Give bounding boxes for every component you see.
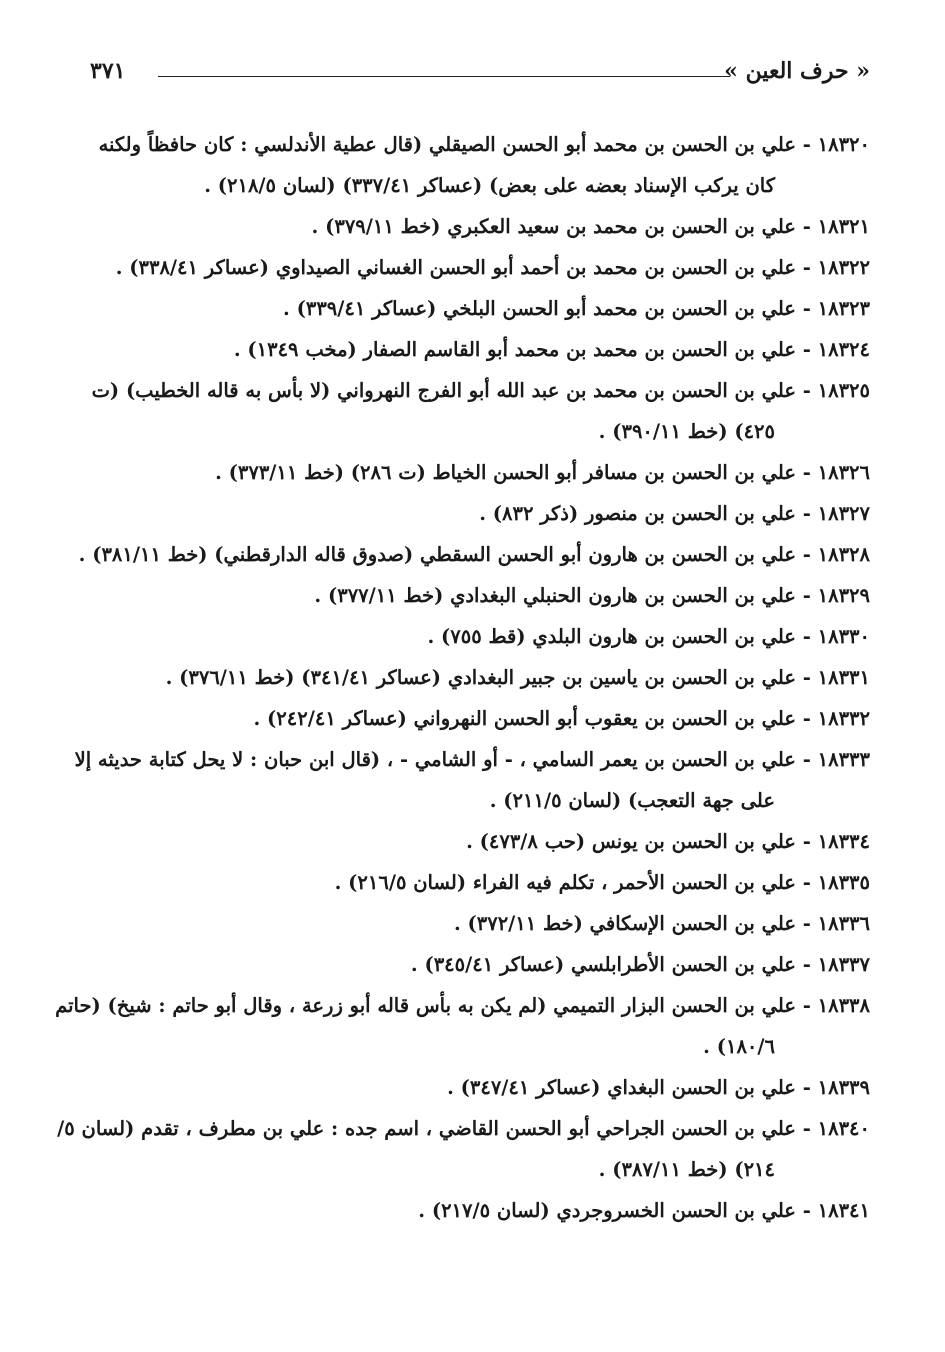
entry-text: ١٨٣٣٠ - علي بن الحسن بن هارون البلدي (قط ٧٥٥) . bbox=[427, 625, 870, 648]
list-item bbox=[57, 1108, 870, 1190]
list-item bbox=[90, 329, 870, 370]
list-item bbox=[90, 1067, 870, 1108]
entry-text: ١٨٣٢١ - علي بن الحسن بن محمد بن سعيد العكبري (خط ٣٧٩/١١) . bbox=[311, 215, 870, 238]
list-item bbox=[90, 903, 870, 944]
page-number: ٣٧١ bbox=[90, 58, 126, 84]
entry-continuation: ١٨٠/٦) . bbox=[703, 1035, 775, 1058]
list-item bbox=[90, 370, 870, 452]
list-item bbox=[90, 1190, 870, 1231]
list-item bbox=[90, 452, 870, 493]
chapter-title: « حرف العين » bbox=[724, 58, 870, 84]
entry-text: ١٨٣٣٥ - علي بن الحسن الأحمر ، تكلم فيه الفراء (لسان ٢١٦/٥) . bbox=[334, 871, 870, 894]
entry-text: ١٨٣٢٥ - علي بن الحسن بن محمد بن عبد الله أبو الفرج النهرواني (لا بأس به قاله الخطيب) (ت bbox=[91, 379, 870, 402]
list-item bbox=[90, 821, 870, 862]
list-item bbox=[90, 698, 870, 739]
entry-text: ١٨٣٢٠ - علي بن الحسن بن محمد أبو الحسن الصيقلي (قال عطية الأندلسي : كان حافظاً ولكنه bbox=[98, 133, 870, 156]
header-rule bbox=[158, 76, 730, 77]
list-item bbox=[90, 493, 870, 534]
list-item bbox=[78, 534, 870, 575]
entry-text: ١٨٣٢٢ - علي بن الحسن بن محمد بن أحمد أبو الحسن الغساني الصيداوي (عساكر ٣٣٨/٤١) . bbox=[115, 256, 870, 279]
entry-continuation: ٢١٤) (خط ٣٨٧/١١) . bbox=[598, 1158, 775, 1181]
entry-text: ١٨٣٣٦ - علي بن الحسن الإسكافي (خط ٣٧٢/١١) . bbox=[453, 912, 870, 935]
list-item bbox=[90, 575, 870, 616]
entry-text: ١٨٣٢٤ - علي بن الحسن بن محمد بن محمد أبو القاسم الصفار (مخب ١٣٤٩) . bbox=[233, 338, 870, 361]
list-item bbox=[90, 124, 870, 206]
list-item bbox=[90, 862, 870, 903]
list-item bbox=[90, 616, 870, 657]
entry-list bbox=[55, 124, 870, 1231]
entry-text: ١٨٣٢٣ - علي بن الحسن بن محمد أبو الحسن البلخي (عساكر ٣٣٩/٤١) . bbox=[283, 297, 870, 320]
entry-text: ١٨٣٢٦ - علي بن الحسن بن مسافر أبو الحسن الخياط (ت ٢٨٦) (خط ٣٧٣/١١) . bbox=[215, 461, 870, 484]
entry-text: ١٨٣٤١ - علي بن الحسن الخسروجردي (لسان ٢١٧/٥) . bbox=[418, 1199, 870, 1222]
entry-text: ١٨٣٣٢ - علي بن الحسن بن يعقوب أبو الحسن النهرواني (عساكر ٢٤٢/٤١) . bbox=[253, 707, 870, 730]
entry-text: ١٨٣٣٩ - علي بن الحسن البغداي (عساكر ٣٤٧/٤١) . bbox=[447, 1076, 870, 1099]
page-header bbox=[90, 58, 870, 98]
list-item bbox=[74, 739, 870, 821]
entry-text: ١٨٣٣٤ - علي بن الحسن بن يونس (حب ٤٧٣/٨) . bbox=[466, 830, 870, 853]
entry-text: ١٨٣٢٨ - علي بن الحسن بن هارون أبو الحسن السقطي (صدوق قاله الدارقطني) (خط ٣٨١/١١) . bbox=[78, 543, 870, 566]
entry-continuation: ٤٢٥) (خط ٣٩٠/١١) . bbox=[598, 420, 775, 443]
entry-text: ١٨٣٢٩ - علي بن الحسن بن هارون الحنبلي البغدادي (خط ٣٧٧/١١) . bbox=[314, 584, 870, 607]
entry-continuation: كان يركب الإسناد بعضه على بعض) (عساكر ٣٣٧/٤١) (لسان ٢١٨/٥) . bbox=[204, 174, 775, 197]
list-item bbox=[90, 657, 870, 698]
entry-text: ١٨٣٣١ - علي بن الحسن بن ياسين بن جبير البغدادي (عساكر ٣٤١/٤١) (خط ٣٧٦/١١) . bbox=[165, 666, 870, 689]
entry-text: ١٨٣٢٧ - علي بن الحسن بن منصور (ذكر ٨٣٢) . bbox=[479, 502, 870, 525]
entry-text: ١٨٣٤٠ - علي بن الحسن الجراحي أبو الحسن القاضي ، اسم جده : علي بن مطرف ، تقدم (لسان ٥/ bbox=[57, 1117, 870, 1140]
entry-text: ١٨٣٣٣ - علي بن الحسن بن يعمر السامي ، - أو الشامي - ، (قال ابن حبان : لا يحل كتابة حديثه إلا bbox=[74, 748, 870, 771]
entry-text: ١٨٣٣٧ - علي بن الحسن الأطرابلسي (عساكر ٣٤٥/٤١) . bbox=[410, 953, 870, 976]
list-item bbox=[90, 288, 870, 329]
list-item bbox=[55, 985, 870, 1067]
list-item bbox=[90, 247, 870, 288]
entry-text: ١٨٣٣٨ - علي بن الحسن البزار التميمي (لم يكن به بأس قاله أبو زرعة ، وقال أبو حاتم : شيخ) (حاتم bbox=[55, 994, 870, 1017]
entry-continuation: على جهة التعجب) (لسان ٢١١/٥) . bbox=[489, 789, 775, 812]
list-item bbox=[90, 206, 870, 247]
list-item bbox=[90, 944, 870, 985]
